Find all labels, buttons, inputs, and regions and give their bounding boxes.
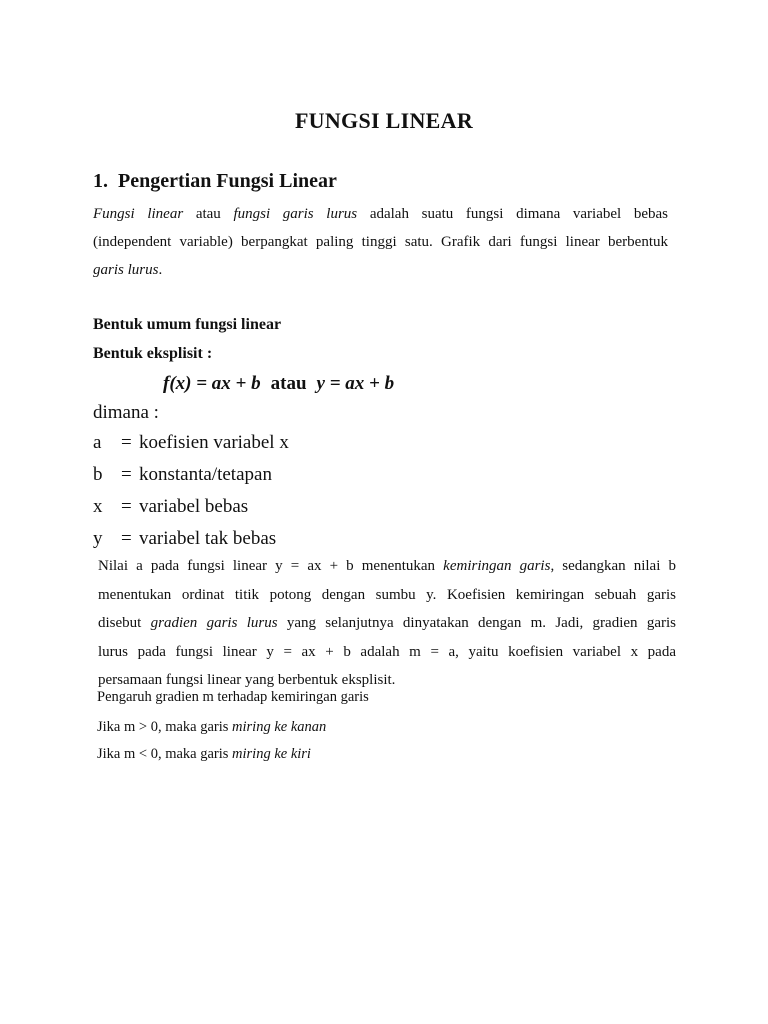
gradient-paragraph <box>98 552 676 695</box>
definition-equals: = <box>121 528 132 549</box>
intro-text: . <box>158 262 163 278</box>
rule-negative-gradient <box>97 746 311 763</box>
definition-equals: = <box>121 496 132 517</box>
intro-text: adalah suatu fungsi dimana variabel bebas <box>357 206 669 222</box>
definition-description: konstanta/tetapan <box>139 464 272 485</box>
rule-positive-gradient <box>97 719 326 736</box>
intro-line-1 <box>93 200 668 228</box>
gradient-text: disebut <box>98 615 151 631</box>
term-fungsi-linear: Fungsi linear <box>93 206 184 222</box>
subheading-bentuk-umum: Bentuk umum fungsi linear <box>93 316 282 333</box>
term-gradien-garis-lurus: gradien garis lurus <box>150 615 278 631</box>
formula-equation-form: y = ax + b <box>316 373 395 394</box>
pengaruh-heading: Pengaruh gradien m terhadap kemiringan garis <box>97 689 369 705</box>
term-kemiringan-garis: kemiringan garis <box>443 558 551 574</box>
definition-variable: b <box>93 464 103 485</box>
intro-text: atau <box>183 206 234 222</box>
rule-text: Jika m < 0, maka garis <box>97 746 233 762</box>
definition-variable: x <box>93 496 103 517</box>
gradient-text: , sedangkan nilai b <box>550 558 676 574</box>
section-heading <box>93 170 337 193</box>
gradient-line-4: lurus pada fungsi linear y = ax + b adalah m = a, yaitu koefisien variabel x pada <box>98 643 676 660</box>
term-miring-ke-kiri: miring ke kiri <box>232 746 311 762</box>
gradient-line-5: persamaan fungsi linear yang berbentuk eksplisit. <box>98 672 396 688</box>
definition-variable: y <box>93 528 103 549</box>
formula-connector: atau <box>270 373 307 394</box>
rule-text: Jika m > 0, maka garis <box>97 719 233 735</box>
definition-equals: = <box>121 432 132 453</box>
intro-line-3 <box>93 256 668 284</box>
definition-description: variabel bebas <box>139 496 249 517</box>
formula-function-form: f(x) = ax + b <box>163 373 261 394</box>
gradient-text: Nilai a pada fungsi linear y = ax + b menentukan <box>98 558 444 574</box>
page-title: FUNGSI LINEAR <box>294 108 474 133</box>
definition-description: koefisien variabel x <box>139 432 289 453</box>
definition-variable: a <box>93 432 102 453</box>
gradient-line-3 <box>98 609 676 638</box>
section-title: Pengertian Fungsi Linear <box>118 170 337 192</box>
term-miring-ke-kanan: miring ke kanan <box>232 719 327 735</box>
intro-line-2: (independent variable) berpangkat paling tinggi satu. Grafik dari fungsi linear berbentuk <box>93 234 668 250</box>
formula <box>163 373 394 395</box>
subheading-bentuk-eksplisit: Bentuk eksplisit : <box>93 345 213 362</box>
intro-paragraph <box>93 200 668 284</box>
gradient-line-1 <box>98 552 676 581</box>
gradient-text: yang selanjutnya dinyatakan dengan m. Jadi, gradien garis <box>277 615 676 631</box>
gradient-line-2: menentukan ordinat titik potong dengan sumbu y. Koefisien kemiringan sebuah garis <box>98 586 676 603</box>
definition-equals: = <box>121 464 132 485</box>
definition-description: variabel tak bebas <box>139 528 277 549</box>
term-fungsi-garis-lurus: fungsi garis lurus <box>233 206 358 222</box>
section-number: 1. <box>93 170 108 192</box>
term-garis-lurus: garis lurus <box>93 262 159 278</box>
dimana-label: dimana : <box>93 402 159 423</box>
